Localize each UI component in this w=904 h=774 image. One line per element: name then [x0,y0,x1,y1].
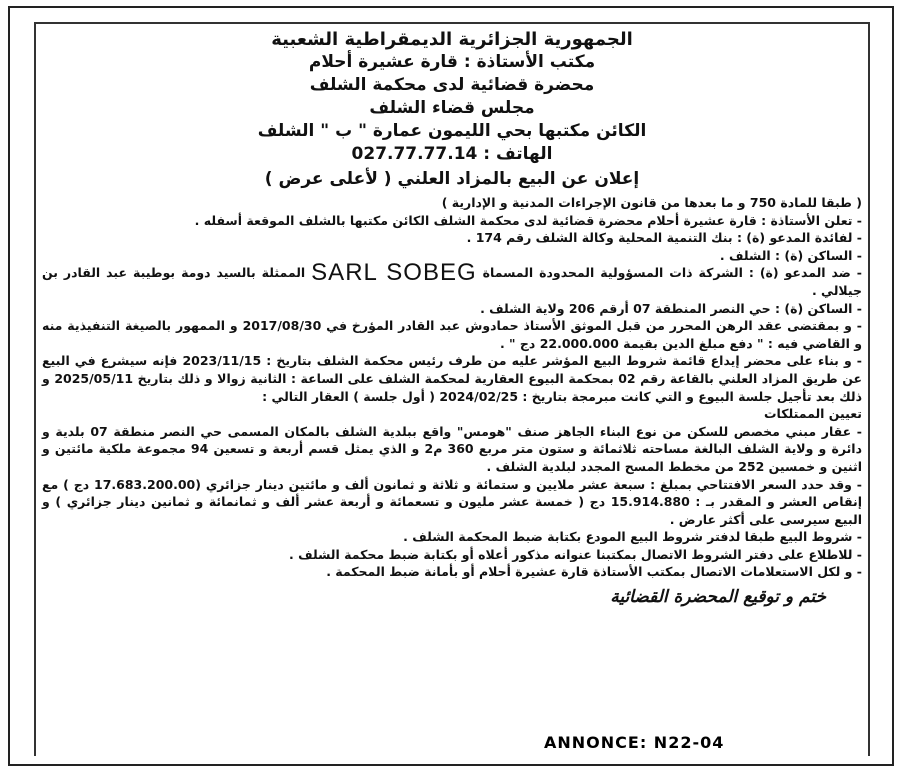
defendant-suffix: الممثلة بالسيد دومة بوطيبة عبد القادر بن جيلالي . [42,265,862,298]
phone-label: الهاتف : [483,144,553,164]
legal-basis: ( طبقا للمادة 750 و ما بعدها من قانون الإجراءات المدنية و الإدارية ) [441,195,862,210]
header-phone-row [38,143,866,166]
auction-clause: - و بناء على محضر إيداع قائمة شروط البيع المؤشر عليه من طرف رئيس محكمة الشلف بتاريخ : 2023/11/15 فإنه سيشرع في البيع عن طريق المزاد العلني بالقاعة رقم 02 بمحكمة البيوع العقارية لمحكمة الشلف على الساعة : الثانية زوالا و ذلك بتاريخ 2025/05/11 و ذلك بعد تأجيل جلسة البيوع و التي كانت مبرمجة بتاريخ : 2024/02/25 ( أول جلسة ) العقار التالي : [42,353,863,404]
notice-title: إعلان عن البيع بالمزاد العلني ( لأعلى عرض ) [264,169,640,189]
signature-line: ختم و توقيع المحضرة القضائية [610,587,826,608]
announcer: - تعلن الأستاذة : قارة عشيرة أحلام محضرة قضائية لدى محكمة الشلف الكائن مكتبها بالشلف الموقعة أسفله . [194,212,862,228]
beneficiary-residence: - الساكن (ة) : الشلف . [719,247,862,263]
defendant-prefix: - ضد المدعو (ة) : الشركة ذات المسؤولية المحدودة المسماة [482,265,862,281]
property-description: - عقار مبني مخصص للسكن من نوع البناء الجاهز صنف "هومس" واقع ببلدية الشلف بالمكان المسمى حي النصر منطقة 07 بلدية و دائرة و ولاية الشلف البالغة مساحته ثلاثمائة و ستون متر مربع 360 م2 و الذي يمثل قسم أربعة و تسعين 94 مجموعة ملكية مائتين و اثنين و خمسين 252 من مخطط المسح المجدد لبلدية الشلف . [42,423,862,474]
header-office: مكتب الأستاذة : قارة عشيرة أحلام [308,52,596,72]
consultation-info: - للاطلاع على دفتر الشروط الاتصال بمكتبنا عنوانه مذكور أعلاه أو بكتابة ضبط محكمة الشلف . [289,546,862,562]
contact-info: - و لكل الاستعلامات الاتصال بمكتب الأستاذة قارة عشيرة أحلام أو بأمانة ضبط المحكمة . [326,564,862,580]
beneficiary: - لفائدة المدعو (ة) : بنك التنمية المحلية وكالة الشلف رقم 174 . [466,230,862,246]
notice-body [38,194,866,581]
legal-notice [38,28,866,607]
defendant [42,259,862,299]
mortgage-clause: - و بمقتضى عقد الرهن المحرر من قبل الموثق الأستاذ حمادوش عبد القادر المؤرخ في 2017/08/30 و الممهور بالصيغة التنفيذية منه و القاضي فيه : " دفع مبلغ الدين بقيمة 22.000.000 دج " . [42,318,862,351]
header-council: مجلس قضاء الشلف [369,98,535,118]
company-name: SARL SOBEG [311,259,477,287]
sale-terms: - شروط البيع طبقا لدفتر شروط البيع المودع بكتابة ضبط المحكمة الشلف . [403,529,862,545]
header-address: الكائن مكتبها بحي الليمون عمارة " ب " الشلف [257,121,647,141]
phone-number: 027.77.77.14 [351,144,478,164]
header-bailiff: محضرة قضائية لدى محكمة الشلف [309,75,595,95]
defendant-residence: - الساكن (ة) : حي النصر المنطقة 07 أرقم 206 ولاية الشلف . [480,300,862,316]
annonce-number: ANNONCE: N22-04 [540,733,728,752]
opening-price: - وقد حدد السعر الافتتاحي بمبلغ : سبعة عشر ملايين و ستمائة و ثلاثة و ثمانون ألف و مائتين دينار جزائري (17.683.200.00 دج ) مع إنقاص العشر و المقدر بـ : 15.914.880 دج ( خمسة عشر مليون و تسعمائة و أربعة عشر ألف و ثمانمائة و ثمانين دينار جزائري ) و البيع سيرسى على أكثر عارض . [42,476,862,527]
header-republic: الجمهورية الجزائرية الديمقراطية الشعبية [271,29,633,50]
property-heading: تعيين الممتلكات [763,406,862,422]
